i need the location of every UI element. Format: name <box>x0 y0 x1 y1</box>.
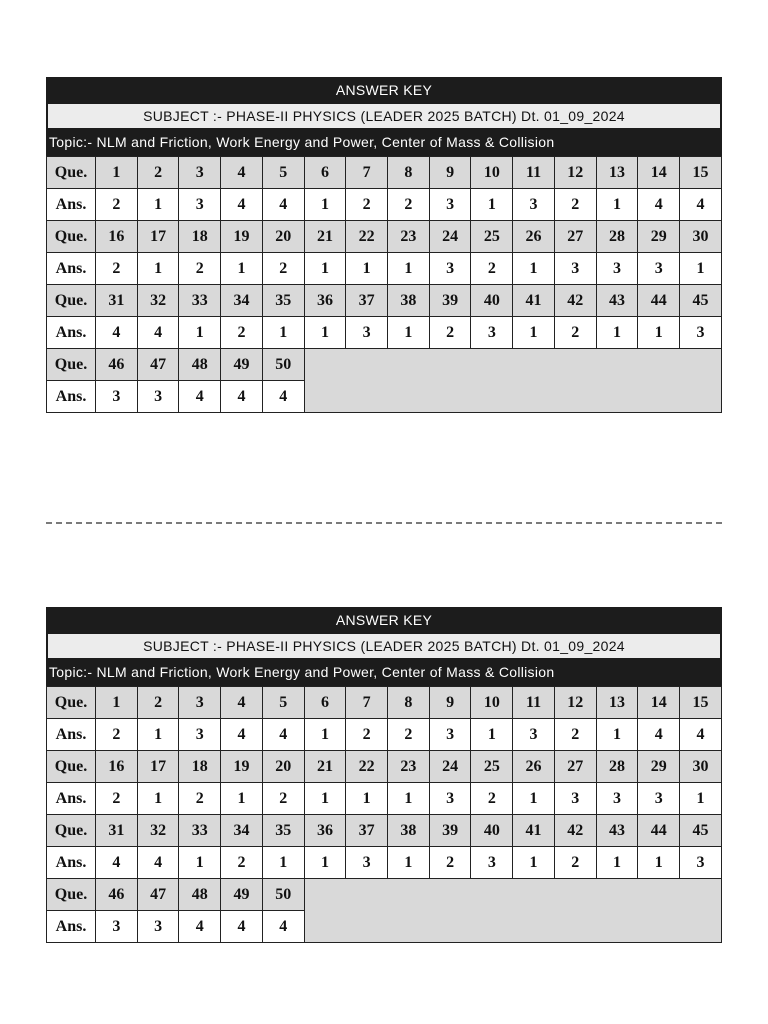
question-number-cell: 49 <box>221 879 263 911</box>
question-number-cell: 9 <box>429 157 471 189</box>
answer-cell: 1 <box>304 317 346 349</box>
question-number-cell: 17 <box>137 751 179 783</box>
answer-key-block-1 <box>46 77 722 413</box>
answer-cell: 4 <box>221 381 263 413</box>
question-number-cell: 27 <box>554 221 596 253</box>
question-row <box>47 815 722 847</box>
topic-line: Topic:- NLM and Friction, Work Energy and Power, Center of Mass & Collision <box>46 129 722 156</box>
question-number-cell: 42 <box>554 815 596 847</box>
question-number-cell: 45 <box>680 815 722 847</box>
empty-filler-cell <box>304 349 721 413</box>
answer-cell: 1 <box>221 783 263 815</box>
answer-row <box>47 253 722 285</box>
question-number-cell: 29 <box>638 751 680 783</box>
question-number-cell: 22 <box>346 221 388 253</box>
question-number-cell: 48 <box>179 879 221 911</box>
answer-cell: 4 <box>262 381 304 413</box>
answer-row <box>47 783 722 815</box>
question-number-cell: 15 <box>680 157 722 189</box>
answer-cell: 4 <box>680 189 722 221</box>
answer-cell: 1 <box>388 253 430 285</box>
answer-table <box>46 686 722 943</box>
answer-cell: 1 <box>137 719 179 751</box>
subject-line: SUBJECT :- PHASE-II PHYSICS (LEADER 2025 BATCH) Dt. 01_09_2024 <box>46 103 722 129</box>
answer-cell: 3 <box>346 317 388 349</box>
question-number-cell: 30 <box>680 751 722 783</box>
empty-filler-cell <box>304 879 721 943</box>
question-number-cell: 16 <box>96 221 138 253</box>
question-number-cell: 10 <box>471 687 513 719</box>
answer-cell: 1 <box>513 253 555 285</box>
answer-cell: 3 <box>137 381 179 413</box>
answer-cell: 3 <box>554 253 596 285</box>
question-number-cell: 33 <box>179 285 221 317</box>
answer-cell: 1 <box>304 783 346 815</box>
question-number-cell: 25 <box>471 221 513 253</box>
answer-cell: 1 <box>179 317 221 349</box>
ans-label: Ans. <box>47 189 96 221</box>
answer-cell: 3 <box>680 317 722 349</box>
answer-cell: 1 <box>513 847 555 879</box>
answer-cell: 2 <box>429 847 471 879</box>
answer-cell: 1 <box>513 317 555 349</box>
question-number-cell: 39 <box>429 285 471 317</box>
answer-cell: 2 <box>554 189 596 221</box>
answer-cell: 1 <box>638 317 680 349</box>
answer-cell: 4 <box>96 847 138 879</box>
answer-cell: 2 <box>554 317 596 349</box>
question-number-cell: 44 <box>638 285 680 317</box>
answer-cell: 1 <box>513 783 555 815</box>
answer-cell: 4 <box>137 317 179 349</box>
answer-cell: 1 <box>596 847 638 879</box>
question-number-cell: 12 <box>554 157 596 189</box>
answer-cell: 1 <box>304 189 346 221</box>
answer-cell: 1 <box>304 253 346 285</box>
question-number-cell: 34 <box>221 285 263 317</box>
question-number-cell: 24 <box>429 221 471 253</box>
answer-cell: 4 <box>221 719 263 751</box>
que-label: Que. <box>47 285 96 317</box>
question-number-cell: 1 <box>96 157 138 189</box>
question-row <box>47 349 722 381</box>
question-number-cell: 28 <box>596 751 638 783</box>
answer-cell: 3 <box>96 381 138 413</box>
question-number-cell: 44 <box>638 815 680 847</box>
question-number-cell: 45 <box>680 285 722 317</box>
ans-label: Ans. <box>47 911 96 943</box>
answer-cell: 3 <box>596 783 638 815</box>
answer-cell: 3 <box>137 911 179 943</box>
question-number-cell: 29 <box>638 221 680 253</box>
answer-cell: 2 <box>179 783 221 815</box>
answer-cell: 4 <box>179 911 221 943</box>
question-row <box>47 751 722 783</box>
answer-key-block-2 <box>46 607 722 943</box>
answer-cell: 2 <box>96 719 138 751</box>
ans-label: Ans. <box>47 317 96 349</box>
question-number-cell: 50 <box>262 879 304 911</box>
answer-cell: 3 <box>638 783 680 815</box>
question-number-cell: 5 <box>262 687 304 719</box>
answer-cell: 2 <box>179 253 221 285</box>
ans-label: Ans. <box>47 253 96 285</box>
question-number-cell: 49 <box>221 349 263 381</box>
question-number-cell: 3 <box>179 157 221 189</box>
answer-cell: 2 <box>554 847 596 879</box>
answer-cell: 2 <box>96 783 138 815</box>
answer-cell: 4 <box>638 719 680 751</box>
question-number-cell: 41 <box>513 285 555 317</box>
question-number-cell: 20 <box>262 751 304 783</box>
question-number-cell: 18 <box>179 751 221 783</box>
question-number-cell: 9 <box>429 687 471 719</box>
question-number-cell: 27 <box>554 751 596 783</box>
question-number-cell: 34 <box>221 815 263 847</box>
answer-cell: 1 <box>638 847 680 879</box>
answer-cell: 3 <box>346 847 388 879</box>
question-number-cell: 1 <box>96 687 138 719</box>
question-number-cell: 7 <box>346 687 388 719</box>
question-number-cell: 12 <box>554 687 596 719</box>
answer-cell: 2 <box>388 189 430 221</box>
topic-line: Topic:- NLM and Friction, Work Energy and Power, Center of Mass & Collision <box>46 659 722 686</box>
question-number-cell: 21 <box>304 751 346 783</box>
question-number-cell: 23 <box>388 751 430 783</box>
answer-cell: 1 <box>137 253 179 285</box>
question-number-cell: 38 <box>388 285 430 317</box>
question-number-cell: 8 <box>388 157 430 189</box>
que-label: Que. <box>47 879 96 911</box>
answer-cell: 3 <box>96 911 138 943</box>
que-label: Que. <box>47 687 96 719</box>
answer-row <box>47 189 722 221</box>
answer-cell: 1 <box>471 719 513 751</box>
question-number-cell: 48 <box>179 349 221 381</box>
question-number-cell: 16 <box>96 751 138 783</box>
answer-cell: 1 <box>596 317 638 349</box>
question-row <box>47 879 722 911</box>
que-label: Que. <box>47 751 96 783</box>
ans-label: Ans. <box>47 783 96 815</box>
question-number-cell: 6 <box>304 687 346 719</box>
question-number-cell: 5 <box>262 157 304 189</box>
answer-cell: 3 <box>429 189 471 221</box>
answer-cell: 4 <box>262 911 304 943</box>
question-number-cell: 43 <box>596 285 638 317</box>
question-number-cell: 4 <box>221 157 263 189</box>
answer-cell: 2 <box>262 253 304 285</box>
question-number-cell: 36 <box>304 285 346 317</box>
answer-table <box>46 156 722 413</box>
answer-cell: 2 <box>554 719 596 751</box>
cut-line-divider <box>46 522 722 524</box>
answer-cell: 1 <box>304 719 346 751</box>
answer-cell: 3 <box>513 719 555 751</box>
question-number-cell: 38 <box>388 815 430 847</box>
answer-cell: 1 <box>346 253 388 285</box>
question-number-cell: 18 <box>179 221 221 253</box>
que-label: Que. <box>47 349 96 381</box>
question-number-cell: 36 <box>304 815 346 847</box>
answer-cell: 2 <box>346 189 388 221</box>
answer-cell: 4 <box>262 189 304 221</box>
answer-cell: 2 <box>262 783 304 815</box>
answer-cell: 4 <box>680 719 722 751</box>
answer-cell: 1 <box>680 253 722 285</box>
question-number-cell: 31 <box>96 285 138 317</box>
question-number-cell: 11 <box>513 157 555 189</box>
answer-cell: 4 <box>179 381 221 413</box>
answer-cell: 3 <box>638 253 680 285</box>
answer-cell: 1 <box>262 317 304 349</box>
question-number-cell: 23 <box>388 221 430 253</box>
answer-key-title: ANSWER KEY <box>46 77 722 103</box>
subject-line: SUBJECT :- PHASE-II PHYSICS (LEADER 2025 BATCH) Dt. 01_09_2024 <box>46 633 722 659</box>
question-number-cell: 41 <box>513 815 555 847</box>
question-number-cell: 7 <box>346 157 388 189</box>
question-number-cell: 39 <box>429 815 471 847</box>
answer-cell: 3 <box>429 253 471 285</box>
answer-cell: 3 <box>471 847 513 879</box>
question-number-cell: 32 <box>137 815 179 847</box>
answer-cell: 2 <box>346 719 388 751</box>
question-number-cell: 15 <box>680 687 722 719</box>
que-label: Que. <box>47 221 96 253</box>
answer-cell: 1 <box>388 783 430 815</box>
answer-cell: 1 <box>680 783 722 815</box>
answer-cell: 1 <box>471 189 513 221</box>
answer-cell: 2 <box>96 253 138 285</box>
question-row <box>47 157 722 189</box>
answer-cell: 1 <box>388 317 430 349</box>
question-number-cell: 30 <box>680 221 722 253</box>
question-number-cell: 43 <box>596 815 638 847</box>
question-number-cell: 35 <box>262 815 304 847</box>
answer-cell: 3 <box>471 317 513 349</box>
question-row <box>47 285 722 317</box>
question-number-cell: 26 <box>513 221 555 253</box>
question-number-cell: 37 <box>346 285 388 317</box>
question-number-cell: 14 <box>638 687 680 719</box>
question-number-cell: 17 <box>137 221 179 253</box>
question-number-cell: 19 <box>221 751 263 783</box>
answer-row <box>47 719 722 751</box>
answer-row <box>47 317 722 349</box>
question-number-cell: 4 <box>221 687 263 719</box>
answer-row <box>47 847 722 879</box>
question-number-cell: 35 <box>262 285 304 317</box>
question-number-cell: 37 <box>346 815 388 847</box>
answer-cell: 1 <box>346 783 388 815</box>
answer-cell: 4 <box>638 189 680 221</box>
question-number-cell: 42 <box>554 285 596 317</box>
answer-cell: 1 <box>137 189 179 221</box>
answer-key-title: ANSWER KEY <box>46 607 722 633</box>
answer-cell: 2 <box>221 847 263 879</box>
question-number-cell: 50 <box>262 349 304 381</box>
answer-cell: 3 <box>596 253 638 285</box>
que-label: Que. <box>47 157 96 189</box>
question-number-cell: 40 <box>471 285 513 317</box>
question-number-cell: 2 <box>137 157 179 189</box>
question-number-cell: 8 <box>388 687 430 719</box>
question-number-cell: 13 <box>596 157 638 189</box>
ans-label: Ans. <box>47 381 96 413</box>
answer-cell: 3 <box>179 719 221 751</box>
question-number-cell: 33 <box>179 815 221 847</box>
question-number-cell: 14 <box>638 157 680 189</box>
answer-cell: 2 <box>471 783 513 815</box>
answer-cell: 1 <box>179 847 221 879</box>
answer-cell: 2 <box>96 189 138 221</box>
question-number-cell: 21 <box>304 221 346 253</box>
question-number-cell: 26 <box>513 751 555 783</box>
answer-cell: 1 <box>137 783 179 815</box>
question-number-cell: 19 <box>221 221 263 253</box>
question-number-cell: 2 <box>137 687 179 719</box>
question-number-cell: 20 <box>262 221 304 253</box>
question-number-cell: 31 <box>96 815 138 847</box>
answer-cell: 4 <box>96 317 138 349</box>
question-number-cell: 47 <box>137 879 179 911</box>
question-number-cell: 3 <box>179 687 221 719</box>
answer-cell: 2 <box>388 719 430 751</box>
answer-cell: 3 <box>179 189 221 221</box>
answer-cell: 3 <box>429 783 471 815</box>
answer-cell: 3 <box>429 719 471 751</box>
answer-cell: 2 <box>221 317 263 349</box>
question-number-cell: 24 <box>429 751 471 783</box>
ans-label: Ans. <box>47 847 96 879</box>
answer-cell: 3 <box>513 189 555 221</box>
answer-cell: 1 <box>596 189 638 221</box>
answer-cell: 4 <box>221 189 263 221</box>
que-label: Que. <box>47 815 96 847</box>
question-number-cell: 28 <box>596 221 638 253</box>
answer-cell: 4 <box>137 847 179 879</box>
answer-cell: 2 <box>471 253 513 285</box>
question-number-cell: 10 <box>471 157 513 189</box>
question-number-cell: 46 <box>96 879 138 911</box>
answer-cell: 1 <box>221 253 263 285</box>
question-number-cell: 47 <box>137 349 179 381</box>
answer-cell: 1 <box>596 719 638 751</box>
question-number-cell: 25 <box>471 751 513 783</box>
answer-cell: 3 <box>680 847 722 879</box>
question-number-cell: 11 <box>513 687 555 719</box>
ans-label: Ans. <box>47 719 96 751</box>
question-number-cell: 13 <box>596 687 638 719</box>
question-number-cell: 22 <box>346 751 388 783</box>
question-number-cell: 6 <box>304 157 346 189</box>
answer-cell: 1 <box>262 847 304 879</box>
question-row <box>47 687 722 719</box>
question-row <box>47 221 722 253</box>
question-number-cell: 46 <box>96 349 138 381</box>
question-number-cell: 40 <box>471 815 513 847</box>
answer-cell: 4 <box>262 719 304 751</box>
answer-cell: 4 <box>221 911 263 943</box>
answer-cell: 2 <box>429 317 471 349</box>
answer-cell: 1 <box>388 847 430 879</box>
answer-cell: 3 <box>554 783 596 815</box>
question-number-cell: 32 <box>137 285 179 317</box>
answer-cell: 1 <box>304 847 346 879</box>
